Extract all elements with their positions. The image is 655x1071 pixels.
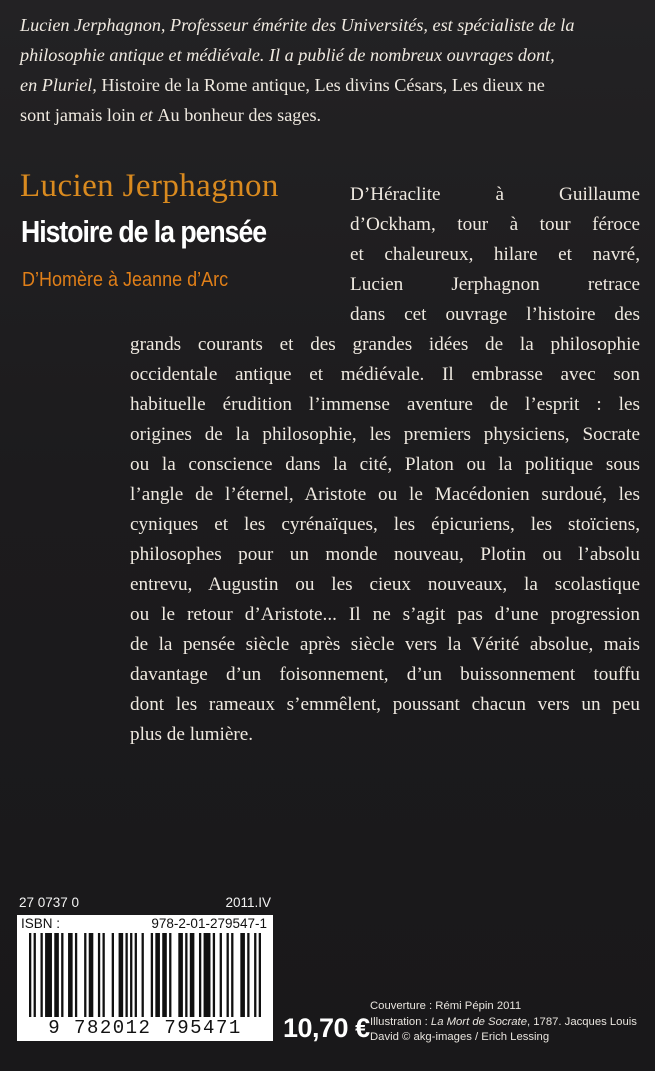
- bio-line-2: philosophie antique et médiévale. Il a publié de nombreux ouvrages dont,: [20, 45, 555, 65]
- barcode-bar: [220, 933, 222, 1017]
- bio-line-4-title: sont jamais loin: [20, 105, 140, 125]
- credit-illustration-label: Illustration :: [370, 1015, 431, 1028]
- bio-line-1: Lucien Jerphagnon, Professeur émérite des Universités, est spécialiste de la: [20, 15, 575, 35]
- description-line: ou le retour d’Aristote... Il ne s’agit pas d’une progression: [130, 604, 640, 625]
- barcode-bar: [185, 933, 187, 1017]
- description-line: origines de la philosophie, les premiers physiciens, Socrate: [130, 424, 640, 445]
- barcode-bar: [84, 933, 86, 1017]
- barcode-bar: [29, 933, 31, 1017]
- barcode-bar: [162, 933, 167, 1017]
- description-line: entrevu, Augustin ou les cieux nouveaux, la scolastique: [130, 574, 640, 595]
- barcode-bar: [54, 933, 59, 1017]
- cover-credits: [370, 999, 650, 1046]
- bio-line-4-title-2: Au bonheur des sages.: [157, 105, 322, 125]
- barcode-digits: 9 782012 795471: [48, 1017, 242, 1039]
- description-line: d’Ockham, tour à tour féroce: [350, 214, 640, 235]
- barcode-bar: [119, 933, 124, 1017]
- barcode-bar: [240, 933, 245, 1017]
- barcode-bar: [254, 933, 256, 1017]
- barcode-bar: [68, 933, 73, 1017]
- barcode-bar: [213, 933, 215, 1017]
- barcode-bar: [178, 933, 183, 1017]
- bio-line-4-conj: et: [139, 105, 158, 125]
- description-line: davantage d’un foisonnement, d’un buissonnement touffu: [130, 664, 640, 685]
- barcode-bar: [155, 933, 160, 1017]
- description-line: habituelle érudition l’immense aventure de l’esprit : les: [130, 394, 640, 415]
- barcode-bar: [247, 933, 249, 1017]
- description-line: dont les rameaux s’emmêlent, poussant chacun vers un peu: [130, 694, 640, 715]
- barcode-bar: [169, 933, 171, 1017]
- barcode-bar: [89, 933, 94, 1017]
- barcode-bar: [190, 933, 195, 1017]
- barcode-bar: [204, 933, 211, 1017]
- code-row: [17, 895, 271, 913]
- bio-line-3-titles: Histoire de la Rome antique, Les divins Césars, Les dieux ne: [101, 75, 545, 95]
- isbn-label: ISBN :: [21, 916, 61, 931]
- description-line: Lucien Jerphagnon retrace: [350, 274, 640, 295]
- distributor-code: 27 0737 0: [19, 895, 80, 910]
- barcode-bar: [75, 933, 77, 1017]
- description-line: ou la conscience dans la cité, Platon ou la politique sous: [130, 454, 640, 475]
- barcode-bar: [231, 933, 233, 1017]
- credit-cover: Couverture : Rémi Pépin 2011: [370, 1000, 522, 1012]
- barcode-bar: [130, 933, 132, 1017]
- credit-painting-date: , 1787. Jacques Louis: [526, 1015, 637, 1028]
- barcode-bar: [199, 933, 201, 1017]
- description-line: l’angle de l’éternel, Aristote ou le Macédonien surdoué, les: [130, 484, 640, 505]
- barcode-bar: [34, 933, 36, 1017]
- description-line: grands courants et des grandes idées de la philosophie: [130, 334, 640, 355]
- description-line: de la pensée siècle après siècle vers la Vérité absolue, mais: [130, 634, 640, 655]
- barcode-box: [17, 915, 273, 1041]
- description-line: occidentale antique et médiévale. Il embrasse avec son: [130, 364, 640, 385]
- edition-code: 2011.IV: [225, 895, 271, 910]
- barcode-bar: [151, 933, 153, 1017]
- description-line: et chaleureux, hilare et navré,: [350, 244, 640, 265]
- isbn-value: 978-2-01-279547-1: [151, 916, 267, 931]
- barcode-bar: [61, 933, 63, 1017]
- book-title: Histoire de la pensée: [21, 214, 267, 249]
- barcode-icon: [29, 933, 261, 1017]
- bio-line-3-italic: en Pluriel,: [20, 75, 102, 95]
- author-bio: [20, 10, 642, 130]
- barcode-bar: [40, 933, 42, 1017]
- credit-painting-title: La Mort de Socrate: [430, 1015, 527, 1028]
- barcode-bar: [227, 933, 229, 1017]
- barcode-bar: [125, 933, 127, 1017]
- credit-illustration: [370, 1015, 650, 1031]
- barcode-panel: [17, 895, 275, 1041]
- price: 10,70 €: [283, 1013, 370, 1043]
- description-line: plus de lumière.: [130, 724, 254, 745]
- author-name: Lucien Jerphagnon: [20, 168, 279, 204]
- barcode-bar: [142, 933, 144, 1017]
- book-subtitle: D’Homère à Jeanne d’Arc: [22, 269, 229, 291]
- barcode-bar: [259, 933, 261, 1017]
- description-line: philosophes pour un monde nouveau, Plotin ou l’absolu: [130, 544, 640, 565]
- barcode-bar: [135, 933, 137, 1017]
- description-line: dans cet ouvrage l’histoire des: [350, 304, 640, 325]
- barcode-bar: [112, 933, 114, 1017]
- credit-photo: David © akg-images / Erich Lessing: [370, 1031, 550, 1043]
- barcode-bar: [98, 933, 100, 1017]
- description-line: cyniques et les cyrénaïques, les épicuriens, les stoïciens,: [130, 514, 640, 535]
- barcode-bar: [103, 933, 105, 1017]
- description-line: D’Héraclite à Guillaume: [350, 184, 640, 205]
- barcode-bar: [45, 933, 52, 1017]
